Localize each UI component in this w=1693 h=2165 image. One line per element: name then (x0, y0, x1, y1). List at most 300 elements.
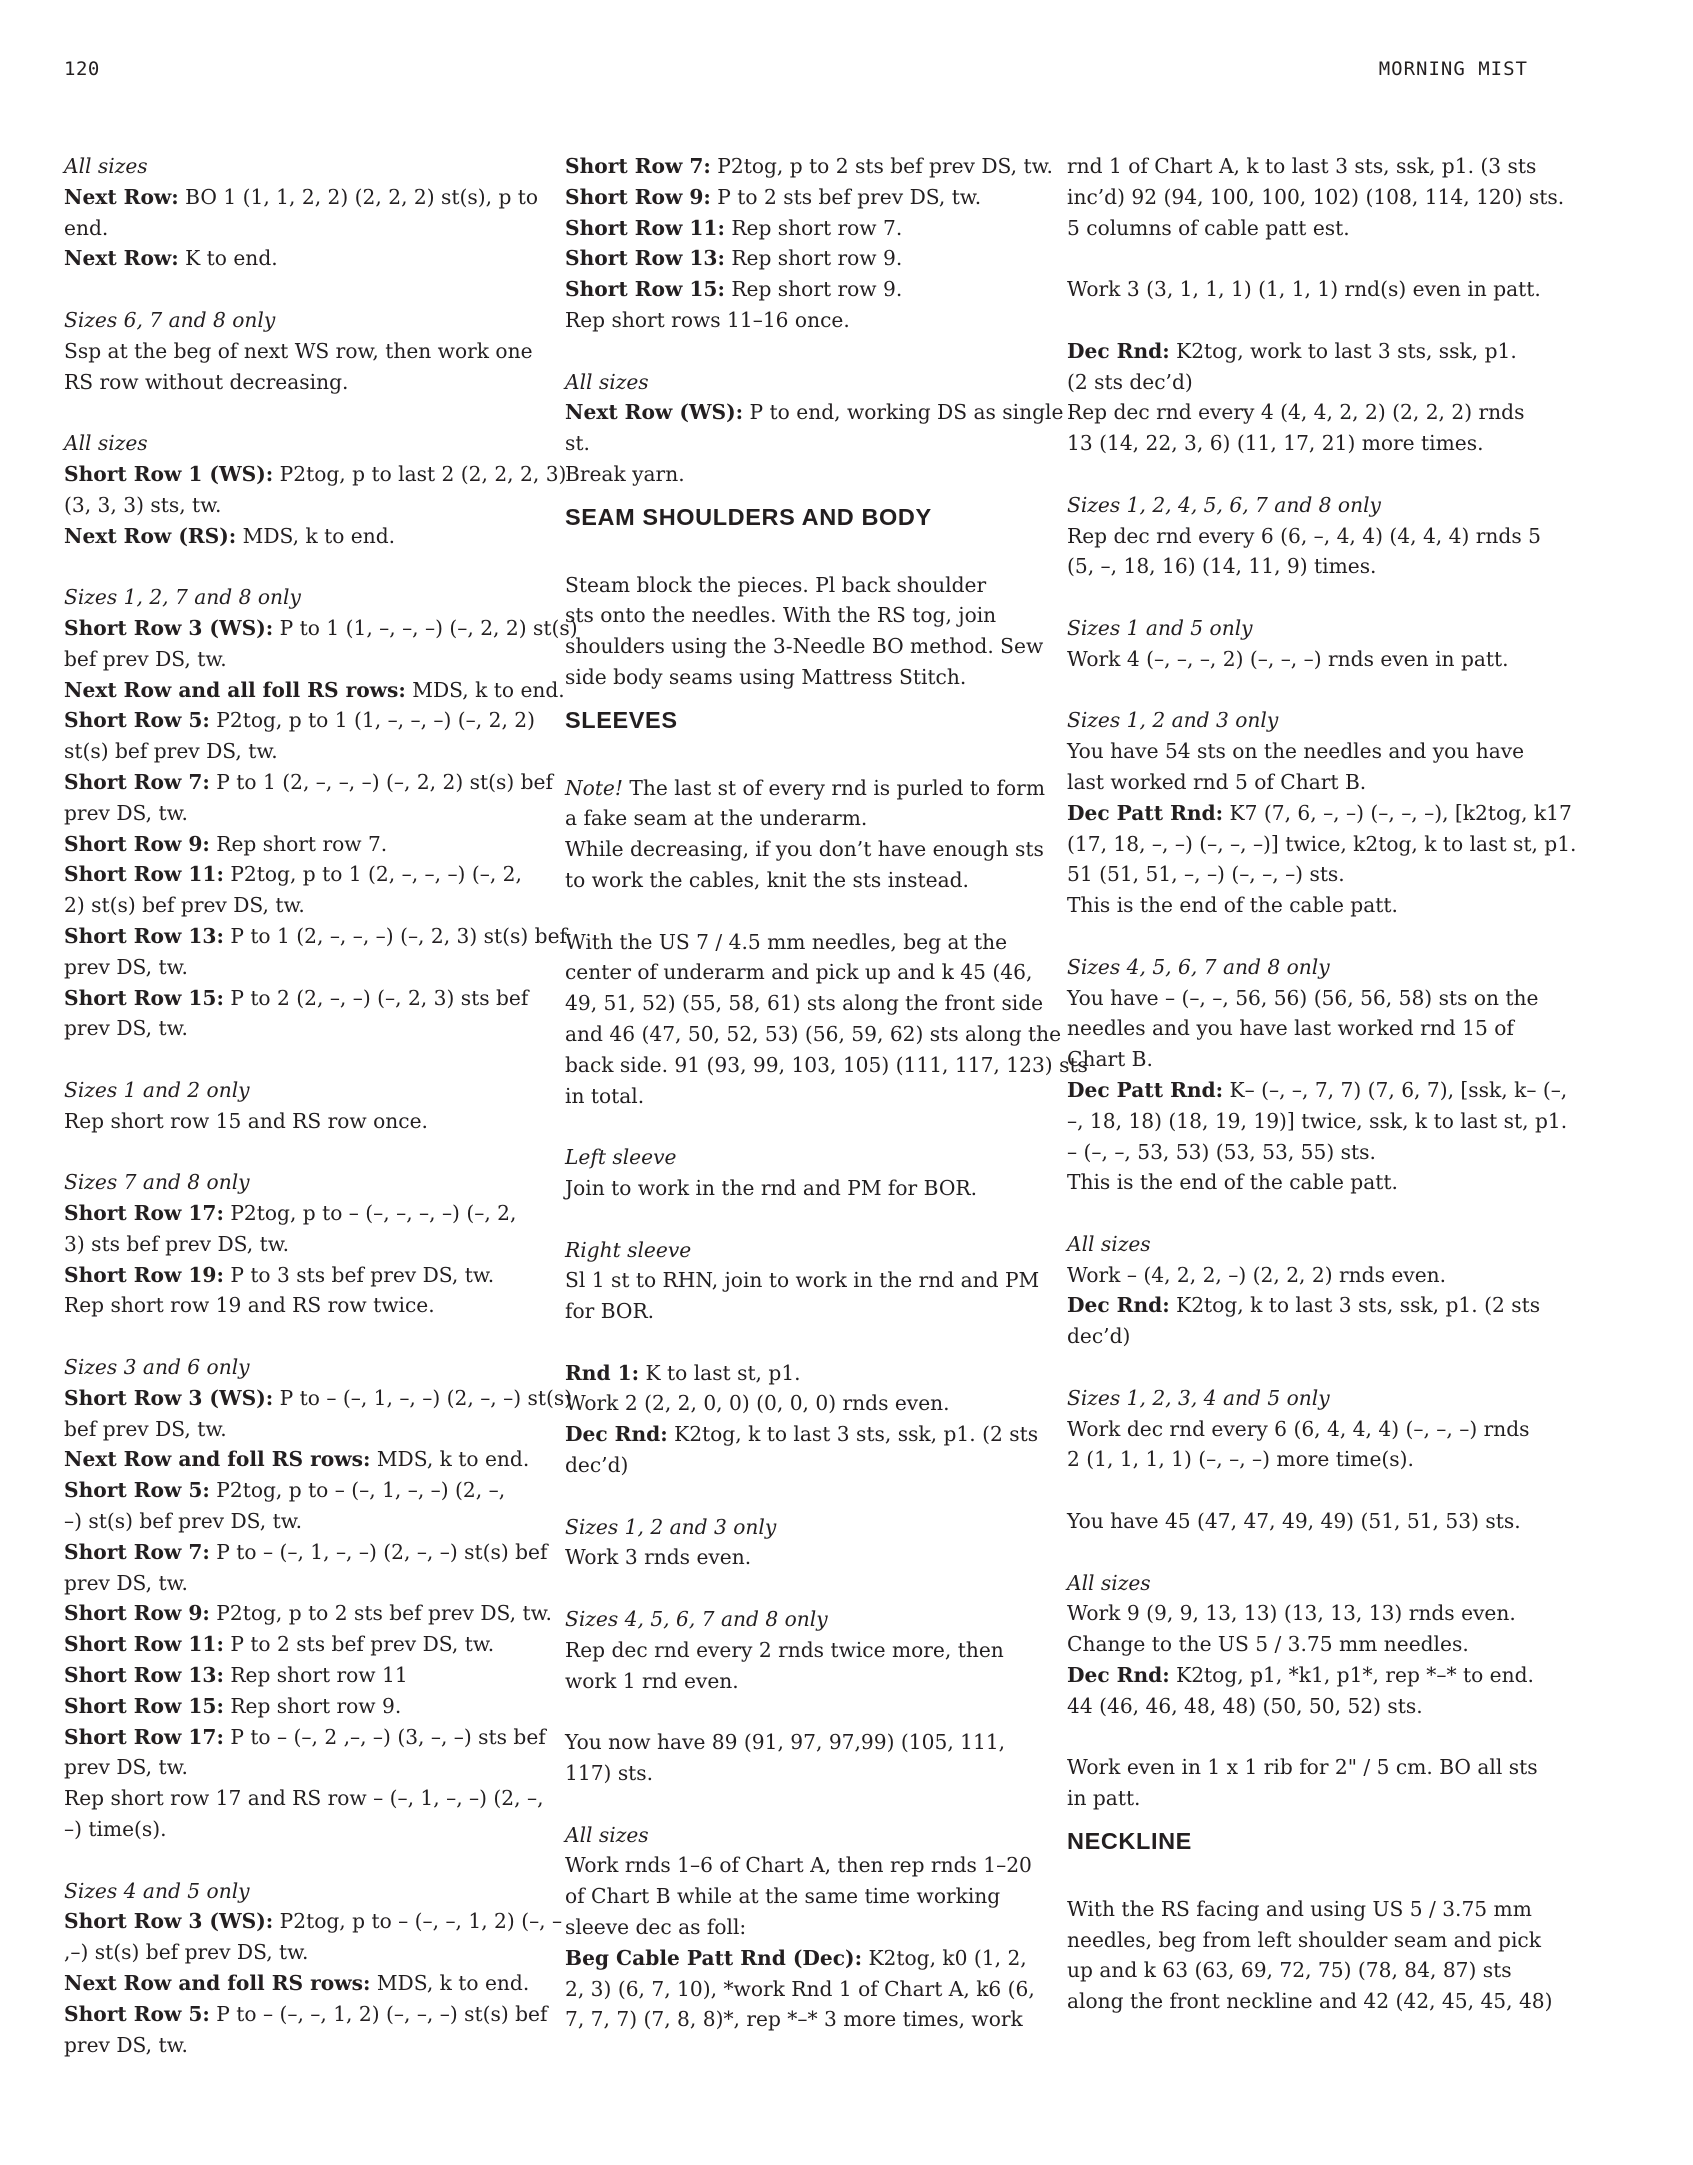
instruction-text: Work dec rnd every 6 (6, 4, 4, 4) (–, –, –) rnds (1067, 1416, 1530, 1441)
instruction-text: and 46 (47, 50, 52, 53) (56, 59, 62) sts along the (565, 1021, 1062, 1046)
row-label: Next Row and foll RS rows: (64, 1447, 371, 1472)
instruction-text: P to 1 (2, –, –, –) (–, 2, 2) st(s) bef (209, 769, 553, 794)
instruction-text: K to end. (178, 246, 278, 271)
paragraph-gap (1067, 1475, 1533, 1506)
size-subheading: Sizes 1, 2 and 3 only (565, 1514, 777, 1539)
instruction-text: side body seams using Mattress Stitch. (565, 664, 967, 689)
row-label: Short Row 15: (64, 1693, 224, 1718)
paragraph-gap (565, 539, 1031, 570)
paragraph-gap (64, 1321, 530, 1352)
instruction-text: P2tog, p to 1 (2, –, –, –) (–, 2, (223, 862, 522, 887)
instruction-text: P to 2 (2, –, –) (–, 2, 3) sts bef (223, 985, 529, 1010)
instruction-text: 3) sts bef prev DS, tw. (64, 1231, 290, 1256)
instruction-line (1067, 551, 1533, 582)
row-label: Dec Rnd: (1067, 1663, 1170, 1688)
instruction-text: Chart B. (1067, 1047, 1153, 1072)
paragraph-gap (565, 1204, 1031, 1235)
instruction-text: Rep short row 7. (724, 215, 903, 240)
instruction-line (1067, 859, 1533, 890)
instruction-line (565, 459, 1031, 490)
row-label: Short Row 7: (565, 154, 711, 178)
row-label: Short Row 5: (64, 1478, 210, 1503)
instruction-text: Rep short row 15 and RS row once. (64, 1108, 428, 1133)
instruction-line (1067, 1137, 1533, 1168)
instruction-line (64, 1537, 548, 1568)
paragraph-gap (565, 896, 1031, 927)
row-label: Dec Patt Rnd: (1067, 1077, 1224, 1102)
instruction-text: Work – (4, 2, 2, –) (2, 2, 2) rnds even. (1067, 1262, 1447, 1287)
instruction-line (565, 1542, 1031, 1573)
size-subheading: Sizes 4, 5, 6, 7 and 8 only (565, 1607, 828, 1632)
instruction-text: Sl 1 st to RHN, join to work in the rnd and PM (565, 1268, 1040, 1293)
instruction-text: 13 (14, 22, 3, 6) (11, 17, 21) more times. (1067, 431, 1484, 456)
instruction-line (64, 1106, 530, 1137)
instruction-text: With the RS facing and using US 5 / 3.75 mm (1067, 1896, 1532, 1921)
instruction-line (565, 1758, 1031, 1789)
instruction-line (1067, 1691, 1533, 1722)
size-subheading: Sizes 1 and 2 only (64, 1077, 250, 1102)
instruction-text: Ssp at the beg of next WS row, then work one (64, 338, 533, 363)
instruction-line (64, 2030, 530, 2061)
instruction-text: –) time(s). (64, 1817, 167, 1842)
paragraph-gap (565, 1327, 1031, 1358)
row-label: Short Row 15: (565, 277, 725, 302)
instruction-text: Change to the US 5 / 3.75 mm needles. (1067, 1632, 1469, 1657)
row-label: Short Row 3 (WS): (64, 1385, 274, 1410)
row-label: Dec Rnd: (565, 1422, 668, 1447)
instruction-text: Rep short row 11 (223, 1663, 408, 1688)
instruction-line (64, 1968, 530, 1999)
instruction-text: MDS, k to end. (236, 523, 396, 548)
instruction-text: This is the end of the cable patt. (1067, 893, 1398, 918)
page-number: 120 (64, 58, 100, 80)
instruction-text: P to 1 (2, –, –, –) (–, 2, 3) st(s) bef (223, 923, 568, 948)
instruction-line (64, 336, 533, 367)
row-label: Short Row 15: (64, 985, 224, 1010)
instruction-text: K2tog, p1, *k1, p1*, rep *–* to end. (1169, 1663, 1534, 1688)
instruction-text: –) st(s) bef prev DS, tw. (64, 1509, 303, 1534)
instruction-line (565, 662, 1031, 693)
instruction-line (1067, 367, 1533, 398)
instruction-text: Rep short rows 11–16 once. (565, 307, 850, 332)
instruction-text: MDS, k to end. (405, 677, 565, 702)
instruction-text: along the front neckline and 42 (42, 45, 45, 48) (1067, 1989, 1553, 2014)
instruction-line (1067, 1414, 1533, 1445)
row-label: Short Row 19: (64, 1262, 224, 1287)
instruction-text: 2 (1, 1, 1, 1) (–, –, –) more time(s). (1067, 1447, 1414, 1472)
row-label: Next Row (WS): (565, 400, 744, 425)
instruction-line (1067, 1044, 1533, 1075)
instruction-text: Work even in 1 x 1 rib for 2" / 5 cm. BO all sts (1067, 1755, 1538, 1780)
row-label: Beg Cable Patt Rnd (Dec): (565, 1945, 863, 1970)
instruction-text: a fake seam at the underarm. (565, 806, 868, 831)
row-label: Short Row 13: (64, 923, 224, 948)
instruction-line (1067, 1783, 1533, 1814)
instruction-line (1067, 274, 1541, 305)
instruction-line (1067, 1660, 1533, 1691)
row-label: Short Row 5: (64, 708, 210, 733)
section-heading: NECKLINE (1067, 1828, 1192, 1855)
instruction-line (64, 1598, 552, 1629)
instruction-text: last worked rnd 5 of Chart B. (1067, 769, 1367, 794)
note-label: Note! (565, 775, 623, 800)
instruction-line (565, 1050, 1088, 1081)
instruction-line (565, 1388, 1031, 1419)
instruction-line (64, 1444, 530, 1475)
instruction-text: P2tog, p to – (–, 1, –, –) (2, –, (209, 1478, 506, 1503)
instruction-text: sleeve dec as foll: (565, 1915, 747, 1940)
instruction-text: dec’d) (565, 1453, 629, 1478)
row-label: Short Row 17: (64, 1724, 224, 1749)
instruction-text: P to 3 sts bef prev DS, tw. (223, 1262, 495, 1287)
instruction-text: dec’d) (1067, 1324, 1131, 1349)
instruction-text: Work rnds 1–6 of Chart A, then rep rnds 1–20 (565, 1853, 1032, 1878)
row-label: Short Row 11: (565, 215, 725, 240)
instruction-line (1067, 1260, 1533, 1291)
instruction-line (565, 803, 1031, 834)
section-heading: SEAM SHOULDERS AND BODY (565, 503, 932, 530)
instruction-text: K2tog, k0 (1, 2, (862, 1945, 1027, 1970)
instruction-line (64, 521, 530, 552)
instruction-text: RS row without decreasing. (64, 369, 349, 394)
paragraph-gap (64, 274, 530, 305)
paragraph-gap (565, 1481, 1031, 1512)
instruction-text: prev DS, tw. (64, 954, 188, 979)
instruction-line (1067, 1925, 1541, 1956)
instruction-text: shoulders using the 3-Needle BO method. Sew (565, 634, 1044, 659)
instruction-line (565, 631, 1044, 662)
instruction-text: prev DS, tw. (64, 2032, 188, 2057)
instruction-text: 2) st(s) bef prev DS, tw. (64, 893, 305, 918)
instruction-line (64, 890, 530, 921)
size-subheading: All sizes (1067, 1231, 1151, 1256)
paragraph-gap (565, 742, 1031, 773)
instruction-text: st(s) bef prev DS, tw. (64, 739, 278, 764)
instruction-text: P to 2 sts bef prev DS, tw. (223, 1632, 495, 1657)
instruction-line (64, 1722, 546, 1753)
instruction-text: to work the cables, knit the sts instead. (565, 867, 969, 892)
instruction-line (64, 1629, 530, 1660)
instruction-text: Rep dec rnd every 6 (6, –, 4, 4) (4, 4, 4) rnds 5 (1067, 523, 1541, 548)
paragraph-gap (1067, 1537, 1533, 1568)
instruction-line (64, 859, 530, 890)
instruction-line (1067, 1752, 1538, 1783)
instruction-line (64, 1414, 530, 1445)
size-subheading: All sizes (64, 431, 148, 456)
paragraph-gap (565, 1696, 1031, 1727)
instruction-text: P to – (–, 1, –, –) (2, –, –) st(s) (273, 1385, 573, 1410)
instruction-text: P to 1 (1, –, –, –) (–, 2, 2) st(s) (273, 615, 578, 640)
instruction-line (1067, 336, 1533, 367)
instruction-text: Rep dec rnd every 4 (4, 4, 2, 2) (2, 2, 2) rnds (1067, 400, 1525, 425)
instruction-line (565, 1912, 1031, 1943)
instruction-line (565, 1081, 1031, 1112)
instruction-text: –, 18, 18) (18, 19, 19)] twice, ssk, k to last st, p1. (1067, 1108, 1568, 1133)
row-label: Short Row 9: (565, 184, 711, 209)
text-column-right (1067, 151, 1577, 2017)
instruction-line (1067, 428, 1533, 459)
instruction-line (64, 1906, 563, 1937)
size-subheading: Left sleeve (565, 1145, 677, 1170)
instruction-text: back side. 91 (93, 99, 103, 105) (111, 117, 123) sts (565, 1052, 1088, 1077)
instruction-text: You now have 89 (91, 97, 97,99) (105, 111, (565, 1730, 1006, 1755)
instruction-line (1067, 1167, 1533, 1198)
instruction-line (64, 767, 553, 798)
instruction-line (64, 1198, 530, 1229)
instruction-line (565, 213, 1031, 244)
instruction-text: You have 54 sts on the needles and you have (1067, 739, 1525, 764)
instruction-line (1067, 1106, 1568, 1137)
size-subheading: Sizes 7 and 8 only (64, 1170, 250, 1195)
row-label: Short Row 1 (WS): (64, 461, 274, 486)
instruction-text: K to last st, p1. (639, 1360, 801, 1385)
instruction-line (1067, 151, 1537, 182)
instruction-text: With the US 7 / 4.5 mm needles, beg at the (565, 929, 1008, 954)
paragraph-gap (565, 1573, 1031, 1604)
instruction-text: K2tog, k to last 3 sts, ssk, p1. (2 sts (667, 1422, 1039, 1447)
row-label: Next Row: (64, 246, 179, 271)
instruction-line (565, 1635, 1031, 1666)
size-subheading: Sizes 3 and 6 only (64, 1355, 250, 1380)
instruction-text: Work 4 (–, –, –, 2) (–, –, –) rnds even in patt. (1067, 646, 1509, 671)
instruction-text: prev DS, tw. (64, 1570, 188, 1595)
row-label: Short Row 3 (WS): (64, 1909, 274, 1934)
instruction-text: Break yarn. (565, 461, 685, 486)
instruction-line (565, 570, 1031, 601)
row-label: Rnd 1: (565, 1360, 640, 1385)
instruction-text: P2tog, p to last 2 (2, 2, 2, 3) (273, 461, 567, 486)
instruction-text: P2tog, p to 2 sts bef prev DS, tw. (209, 1601, 552, 1626)
paragraph-gap (1067, 1198, 1533, 1229)
row-label: Next Row and all foll RS rows: (64, 677, 406, 702)
instruction-text: K2tog, work to last 3 sts, ssk, p1. (1169, 338, 1517, 363)
instruction-line (64, 459, 567, 490)
instruction-text: Join to work in the rnd and PM for BOR. (565, 1175, 978, 1200)
instruction-line (64, 644, 530, 675)
row-label: Short Row 11: (64, 1632, 224, 1657)
instruction-line (565, 1974, 1035, 2005)
instruction-line (1067, 1290, 1541, 1321)
instruction-line (1067, 1075, 1568, 1106)
row-label: Short Row 9: (64, 831, 210, 856)
instruction-text: While decreasing, if you don’t have enough sts (565, 837, 1044, 862)
row-label: Dec Patt Rnd: (1067, 800, 1224, 825)
instruction-line (64, 1660, 530, 1691)
instruction-line (64, 1783, 544, 1814)
instruction-text: P to – (–, –, 1, 2) (–, –, –) st(s) bef (209, 2001, 548, 2026)
instruction-text: prev DS, tw. (64, 800, 188, 825)
instruction-text: (3, 3, 3) sts, tw. (64, 492, 222, 517)
instruction-line (64, 613, 578, 644)
instruction-line (565, 428, 1031, 459)
instruction-text: Work 2 (2, 2, 0, 0) (0, 0, 0) rnds even. (565, 1391, 950, 1416)
instruction-line (64, 1691, 530, 1722)
size-subheading: Sizes 1, 2, 7 and 8 only (64, 585, 301, 610)
instruction-line (1067, 1444, 1533, 1475)
row-label: Short Row 13: (64, 1663, 224, 1688)
instruction-line (565, 182, 1031, 213)
paragraph-gap (1067, 921, 1533, 952)
instruction-text: Rep short row 7. (209, 831, 388, 856)
row-label: Short Row 3 (WS): (64, 615, 274, 640)
instruction-line (64, 243, 530, 274)
instruction-line (565, 305, 1031, 336)
instruction-line (1067, 798, 1572, 829)
size-subheading: Sizes 1, 2, 4, 5, 6, 7 and 8 only (1067, 492, 1381, 517)
size-subheading: Sizes 4 and 5 only (64, 1878, 250, 1903)
instruction-line (1067, 1629, 1533, 1660)
instruction-text: This is the end of the cable patt. (1067, 1170, 1398, 1195)
instruction-text: P to – (–, 2 ,–, –) (3, –, –) sts bef (223, 1724, 546, 1749)
instruction-line (565, 1881, 1031, 1912)
instruction-line (565, 1727, 1031, 1758)
instruction-line (565, 1419, 1039, 1450)
instruction-line (1067, 736, 1533, 767)
instruction-line (1067, 1986, 1553, 2017)
instruction-text: prev DS, tw. (64, 1016, 188, 1041)
paragraph-gap (1067, 1863, 1533, 1894)
instruction-text: P to end, working DS as single (743, 400, 1064, 425)
instruction-line (64, 1937, 530, 1968)
instruction-line (1067, 521, 1541, 552)
text-column-left (64, 151, 578, 2060)
row-label: Short Row 9: (64, 1601, 210, 1626)
paragraph-gap (1067, 675, 1533, 706)
instruction-line (64, 1999, 548, 2030)
size-subheading: Sizes 1 and 5 only (1067, 615, 1253, 640)
instruction-line (64, 1506, 530, 1537)
instruction-text: sts onto the needles. With the RS tog, join (565, 603, 997, 628)
instruction-text: Rep short row 19 and RS row twice. (64, 1293, 435, 1318)
row-label: Next Row: (64, 184, 179, 209)
running-title: MORNING MIST (1378, 58, 1528, 80)
instruction-line (64, 1383, 573, 1414)
row-label: Short Row 7: (64, 1539, 210, 1564)
instruction-text: P to 2 sts bef prev DS, tw. (710, 184, 982, 209)
instruction-text: You have 45 (47, 47, 49, 49) (51, 51, 53) sts. (1067, 1509, 1521, 1534)
instruction-line (565, 2004, 1031, 2035)
instruction-line (565, 927, 1031, 958)
instruction-line (565, 773, 1045, 804)
instruction-text: (2 sts dec’d) (1067, 369, 1193, 394)
instruction-text: Rep short row 9. (724, 277, 903, 302)
instruction-line (565, 151, 1053, 182)
size-subheading: All sizes (565, 369, 649, 394)
instruction-text: K7 (7, 6, –, –) (–, –, –), [k2tog, k17 (1223, 800, 1572, 825)
paragraph-gap (64, 1845, 530, 1876)
size-subheading: All sizes (565, 1822, 649, 1847)
instruction-text: prev DS, tw. (64, 1755, 188, 1780)
instruction-line (64, 798, 530, 829)
instruction-line (64, 213, 530, 244)
paragraph-gap (1067, 1722, 1533, 1753)
instruction-line (565, 1019, 1062, 1050)
row-label: Dec Rnd: (1067, 1293, 1170, 1318)
row-label: Next Row and foll RS rows: (64, 1971, 371, 1996)
instruction-line (565, 834, 1044, 865)
size-subheading: All sizes (1067, 1570, 1151, 1595)
instruction-text: st. (565, 431, 590, 456)
instruction-line (1067, 1321, 1533, 1352)
instruction-text: rnd 1 of Chart A, k to last 3 sts, ssk, p1. (3 sts (1067, 154, 1537, 178)
instruction-line (64, 1013, 530, 1044)
instruction-line (64, 1475, 530, 1506)
instruction-text: inc’d) 92 (94, 100, 100, 102) (108, 114, 120) sts. (1067, 184, 1565, 209)
instruction-line (1067, 1506, 1533, 1537)
instruction-text: P2tog, p to – (–, –, –, –) (–, 2, (223, 1201, 517, 1226)
instruction-line (64, 1568, 530, 1599)
row-label: Short Row 13: (565, 246, 725, 271)
instruction-text: P to – (–, 1, –, –) (2, –, –) st(s) bef (209, 1539, 548, 1564)
instruction-text: end. (64, 215, 109, 240)
text-column-middle (565, 151, 1088, 2035)
instruction-line (565, 274, 1031, 305)
instruction-line (565, 1358, 1031, 1389)
instruction-line (64, 983, 530, 1014)
instruction-text: P2tog, p to 2 sts bef prev DS, tw. (710, 154, 1053, 178)
instruction-line (1067, 1598, 1533, 1629)
instruction-text: Work 3 (3, 1, 1, 1) (1, 1, 1) rnd(s) even in patt. (1067, 277, 1541, 302)
instruction-text: You have – (–, –, 56, 56) (56, 56, 58) sts on the (1067, 985, 1539, 1010)
instruction-line (565, 865, 1031, 896)
instruction-line (64, 182, 539, 213)
paragraph-gap (565, 1789, 1031, 1820)
instruction-text: 2, 3) (6, 7, 10), *work Rnd 1 of Chart A, k6 (6, (565, 1976, 1035, 2001)
instruction-text: for BOR. (565, 1299, 655, 1324)
instruction-line (1067, 397, 1533, 428)
instruction-text: Rep short row 17 and RS row – (–, 1, –, –) (2, –, (64, 1786, 544, 1811)
paragraph-gap (64, 397, 530, 428)
instruction-line (1067, 1013, 1533, 1044)
instruction-line (1067, 1894, 1533, 1925)
size-subheading: Sizes 1, 2, 3, 4 and 5 only (1067, 1385, 1330, 1410)
instruction-text: needles and you have last worked rnd 15 of (1067, 1016, 1514, 1041)
paragraph-gap (1067, 1352, 1533, 1383)
instruction-line (565, 1450, 1031, 1481)
instruction-text: 5 columns of cable patt est. (1067, 215, 1350, 240)
instruction-line (565, 243, 1031, 274)
instruction-line (1067, 983, 1539, 1014)
instruction-text: up and k 63 (63, 69, 72, 75) (78, 84, 87) sts (1067, 1958, 1512, 1983)
instruction-text: The last st of every rnd is purled to form (623, 775, 1045, 800)
instruction-line (565, 600, 1031, 631)
instruction-line (565, 1666, 1031, 1697)
row-label: Dec Rnd: (1067, 338, 1170, 363)
paragraph-gap (565, 336, 1031, 367)
size-subheading: Right sleeve (565, 1237, 692, 1262)
instruction-text: MDS, k to end. (370, 1447, 530, 1472)
instruction-text: 49, 51, 52) (55, 58, 61) sts along the front side (565, 991, 1044, 1016)
instruction-text: 44 (46, 46, 48, 48) (50, 50, 52) sts. (1067, 1693, 1423, 1718)
size-subheading: Sizes 6, 7 and 8 only (64, 307, 276, 332)
instruction-text: Rep short row 9. (724, 246, 903, 271)
instruction-line (64, 367, 530, 398)
row-label: Short Row 5: (64, 2001, 210, 2026)
instruction-line (64, 921, 568, 952)
instruction-text: P2tog, p to – (–, –, 1, 2) (–, – (273, 1909, 563, 1934)
instruction-line (1067, 1955, 1533, 1986)
row-label: Short Row 7: (64, 769, 210, 794)
paragraph-gap (565, 1111, 1031, 1142)
instruction-text: in patt. (1067, 1786, 1141, 1811)
instruction-text: bef prev DS, tw. (64, 1416, 227, 1441)
instruction-text: Steam block the pieces. Pl back shoulder (565, 572, 987, 597)
instruction-text: 7, 7, 7) (7, 8, 8)*, rep *–* 3 more times, work (565, 2007, 1023, 2032)
instruction-text: (5, –, 18, 16) (14, 11, 9) times. (1067, 554, 1377, 579)
instruction-line (565, 1173, 1031, 1204)
instruction-line (565, 957, 1031, 988)
section-heading: SLEEVES (565, 706, 678, 733)
